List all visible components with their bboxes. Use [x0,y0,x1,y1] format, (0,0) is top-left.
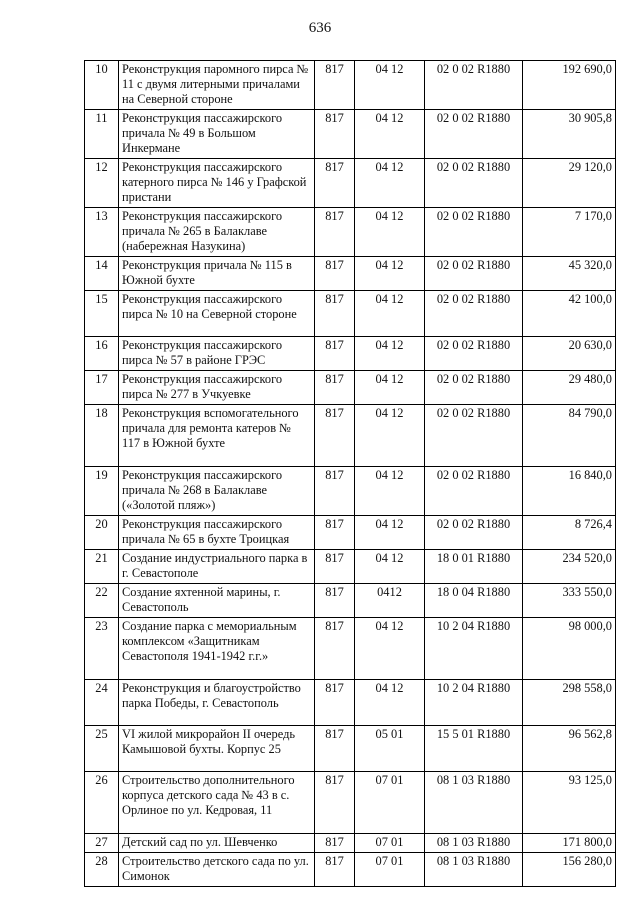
amount-cell: 96 562,8 [523,726,616,772]
table-row [85,834,616,853]
section-code-cell: 07 01 [355,772,425,834]
target-article-cell: 18 0 04 R1880 [425,584,523,618]
amount-cell: 8 726,4 [523,516,616,550]
section-code-cell: 04 12 [355,337,425,371]
table-row [85,550,616,584]
target-article-cell: 02 0 02 R1880 [425,291,523,337]
section-code-cell: 04 12 [355,159,425,208]
amount-cell: 45 320,0 [523,257,616,291]
department-code-cell: 817 [315,550,355,584]
object-name-cell: Реконструкция вспомогательного причала для ремонта катеров № 117 в Южной бухте [119,405,315,467]
object-name-cell: Реконструкция пассажирского катерного пирса № 146 у Графской пристани [119,159,315,208]
amount-cell: 98 000,0 [523,618,616,680]
department-code-cell: 817 [315,405,355,467]
department-code-cell: 817 [315,337,355,371]
object-name-cell: Реконструкция паромного пирса № 11 с двумя литерными причалами на Северной стороне [119,61,315,110]
section-code-cell: 04 12 [355,680,425,726]
object-name-cell: Создание индустриального парка в г. Севастополе [119,550,315,584]
row-number-cell: 22 [85,584,119,618]
target-article-cell: 02 0 02 R1880 [425,110,523,159]
row-number-cell: 17 [85,371,119,405]
target-article-cell: 02 0 02 R1880 [425,405,523,467]
amount-cell: 16 840,0 [523,467,616,516]
row-number-cell: 18 [85,405,119,467]
row-number-cell: 25 [85,726,119,772]
department-code-cell: 817 [315,618,355,680]
row-number-cell: 21 [85,550,119,584]
section-code-cell: 04 12 [355,110,425,159]
object-name-cell: Реконструкция пассажирского пирса № 277 в Учкуевке [119,371,315,405]
amount-cell: 29 120,0 [523,159,616,208]
department-code-cell: 817 [315,61,355,110]
target-article-cell: 08 1 03 R1880 [425,853,523,887]
section-code-cell: 04 12 [355,371,425,405]
target-article-cell: 18 0 01 R1880 [425,550,523,584]
department-code-cell: 817 [315,680,355,726]
amount-cell: 156 280,0 [523,853,616,887]
target-article-cell: 02 0 02 R1880 [425,257,523,291]
department-code-cell: 817 [315,208,355,257]
table-row [85,291,616,337]
amount-cell: 7 170,0 [523,208,616,257]
row-number-cell: 10 [85,61,119,110]
row-number-cell: 16 [85,337,119,371]
object-name-cell: Реконструкция пассажирского причала № 265 в Балаклаве (набережная Назукина) [119,208,315,257]
row-number-cell: 15 [85,291,119,337]
department-code-cell: 817 [315,834,355,853]
section-code-cell: 04 12 [355,291,425,337]
table-row [85,618,616,680]
table-row [85,257,616,291]
target-article-cell: 02 0 02 R1880 [425,467,523,516]
object-name-cell: Строительство дополнительного корпуса детского сада № 43 в с. Орлиное по ул. Кедровая, 11 [119,772,315,834]
target-article-cell: 02 0 02 R1880 [425,208,523,257]
row-number-cell: 12 [85,159,119,208]
table-row [85,110,616,159]
row-number-cell: 24 [85,680,119,726]
budget-table [84,60,616,887]
section-code-cell: 04 12 [355,516,425,550]
table-row [85,208,616,257]
target-article-cell: 02 0 02 R1880 [425,159,523,208]
amount-cell: 192 690,0 [523,61,616,110]
object-name-cell: Создание яхтенной марины, г. Севастополь [119,584,315,618]
object-name-cell: Реконструкция и благоустройство парка Победы, г. Севастополь [119,680,315,726]
target-article-cell: 02 0 02 R1880 [425,337,523,371]
object-name-cell: Реконструкция пассажирского причала № 49 в Большом Инкермане [119,110,315,159]
section-code-cell: 07 01 [355,834,425,853]
department-code-cell: 817 [315,371,355,405]
target-article-cell: 02 0 02 R1880 [425,371,523,405]
target-article-cell: 08 1 03 R1880 [425,772,523,834]
section-code-cell: 04 12 [355,618,425,680]
section-code-cell: 07 01 [355,853,425,887]
row-number-cell: 27 [85,834,119,853]
page-number: 636 [308,20,332,36]
department-code-cell: 817 [315,516,355,550]
table-row [85,467,616,516]
row-number-cell: 14 [85,257,119,291]
object-name-cell: Реконструкция причала № 115 в Южной бухте [119,257,315,291]
amount-cell: 298 558,0 [523,680,616,726]
amount-cell: 42 100,0 [523,291,616,337]
object-name-cell: Реконструкция пассажирского причала № 65 в бухте Троицкая [119,516,315,550]
table-row [85,371,616,405]
row-number-cell: 19 [85,467,119,516]
department-code-cell: 817 [315,772,355,834]
object-name-cell: Реконструкция пассажирского пирса № 10 на Северной стороне [119,291,315,337]
department-code-cell: 817 [315,110,355,159]
section-code-cell: 04 12 [355,405,425,467]
table-body [85,61,616,887]
target-article-cell: 10 2 04 R1880 [425,618,523,680]
table-row [85,61,616,110]
row-number-cell: 11 [85,110,119,159]
table-row [85,159,616,208]
amount-cell: 29 480,0 [523,371,616,405]
section-code-cell: 04 12 [355,467,425,516]
section-code-cell: 04 12 [355,550,425,584]
target-article-cell: 02 0 02 R1880 [425,61,523,110]
target-article-cell: 15 5 01 R1880 [425,726,523,772]
department-code-cell: 817 [315,159,355,208]
row-number-cell: 13 [85,208,119,257]
table-row [85,516,616,550]
department-code-cell: 817 [315,291,355,337]
table-row [85,337,616,371]
object-name-cell: Детский сад по ул. Шевченко [119,834,315,853]
department-code-cell: 817 [315,726,355,772]
object-name-cell: Создание парка с мемориальным комплексом «Защитникам Севастополя 1941-1942 г.г.» [119,618,315,680]
object-name-cell: Реконструкция пассажирского пирса № 57 в районе ГРЭС [119,337,315,371]
amount-cell: 333 550,0 [523,584,616,618]
target-article-cell: 08 1 03 R1880 [425,834,523,853]
row-number-cell: 23 [85,618,119,680]
table-row [85,853,616,887]
department-code-cell: 817 [315,584,355,618]
section-code-cell: 04 12 [355,257,425,291]
section-code-cell: 0412 [355,584,425,618]
table-row [85,726,616,772]
table-row [85,680,616,726]
section-code-cell: 05 01 [355,726,425,772]
section-code-cell: 04 12 [355,61,425,110]
row-number-cell: 28 [85,853,119,887]
amount-cell: 234 520,0 [523,550,616,584]
target-article-cell: 02 0 02 R1880 [425,516,523,550]
amount-cell: 171 800,0 [523,834,616,853]
amount-cell: 93 125,0 [523,772,616,834]
table-row [85,405,616,467]
amount-cell: 20 630,0 [523,337,616,371]
department-code-cell: 817 [315,467,355,516]
target-article-cell: 10 2 04 R1880 [425,680,523,726]
amount-cell: 30 905,8 [523,110,616,159]
department-code-cell: 817 [315,853,355,887]
object-name-cell: Реконструкция пассажирского причала № 268 в Балаклаве («Золотой пляж») [119,467,315,516]
table-row [85,584,616,618]
object-name-cell: Строительство детского сада по ул. Симонок [119,853,315,887]
department-code-cell: 817 [315,257,355,291]
amount-cell: 84 790,0 [523,405,616,467]
row-number-cell: 26 [85,772,119,834]
object-name-cell: VI жилой микрорайон II очередь Камышовой бухты. Корпус 25 [119,726,315,772]
section-code-cell: 04 12 [355,208,425,257]
table-row [85,772,616,834]
row-number-cell: 20 [85,516,119,550]
